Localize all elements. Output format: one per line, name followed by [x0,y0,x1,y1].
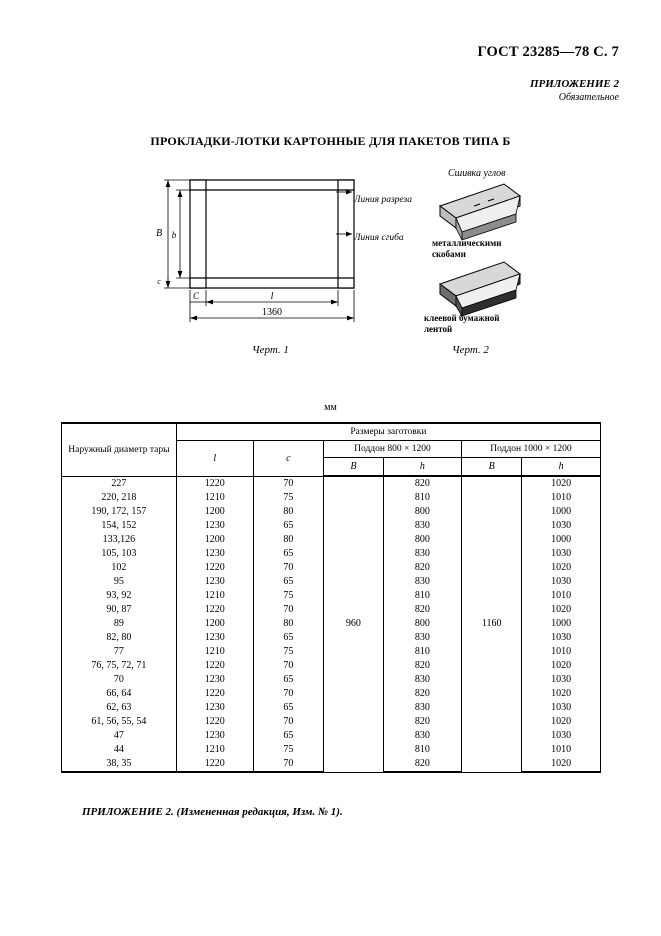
th-c: c [253,441,323,477]
cell-l: 1220 [176,561,253,575]
cell-h-800: 820 [383,715,461,729]
cell-c: 75 [253,645,323,659]
cell-h-1000: 1030 [522,547,601,561]
th-h-1000: h [522,458,601,477]
cell-h-800: 810 [383,589,461,603]
cell-l: 1220 [176,715,253,729]
corner-staples-illustration [440,184,520,240]
cell-h-800: 830 [383,519,461,533]
dimensions-table-wrapper [61,422,601,773]
cell-c: 75 [253,743,323,757]
cell-h-1000: 1020 [522,659,601,673]
figure-1-caption: Черт. 1 [252,344,289,356]
table-header-row-1 [62,423,601,441]
cell-h-800: 830 [383,701,461,715]
th-pallet-800: Поддон 800 × 1200 [323,441,461,458]
cell-l: 1220 [176,687,253,701]
cell-l: 1230 [176,673,253,687]
cell-h-800: 830 [383,673,461,687]
cell-l: 1210 [176,645,253,659]
cell-h-1000: 1010 [522,491,601,505]
cell-c: 70 [253,476,323,491]
cell-h-800: 820 [383,603,461,617]
corner-tape-illustration [440,262,520,316]
cell-h-800: 820 [383,476,461,491]
cell-h-800: 810 [383,743,461,757]
dim-B-text: B [155,228,163,239]
th-outer-diameter: Наружный диаметр тары [62,423,177,476]
cell-l: 1200 [176,533,253,547]
cell-h-1000: 1030 [522,673,601,687]
cell-outer-diameter: 154, 152 [62,519,177,533]
cell-h-800: 800 [383,505,461,519]
cell-outer-diameter: 220, 218 [62,491,177,505]
figure-2-method-1-label [432,238,501,260]
cell-outer-diameter: 44 [62,743,177,757]
cell-h-1000: 1010 [522,589,601,603]
dimensions-table [61,422,601,773]
cell-outer-diameter: 95 [62,575,177,589]
cell-h-800: 830 [383,631,461,645]
cell-h-800: 820 [383,757,461,772]
cell-c: 75 [253,491,323,505]
dim-total-text: 1360 [262,307,282,318]
cell-outer-diameter: 76, 75, 72, 71 [62,659,177,673]
cell-h-800: 800 [383,617,461,631]
cell-l: 1200 [176,505,253,519]
cell-outer-diameter: 66, 64 [62,687,177,701]
cell-h-1000: 1020 [522,603,601,617]
cell-l: 1230 [176,729,253,743]
cell-outer-diameter: 38, 35 [62,757,177,772]
dim-c-text: c [157,277,161,286]
cell-l: 1230 [176,519,253,533]
cell-l: 1230 [176,575,253,589]
cell-outer-diameter: 102 [62,561,177,575]
cell-h-1000: 1030 [522,519,601,533]
cell-c: 70 [253,561,323,575]
cell-h-1000: 1030 [522,701,601,715]
cell-h-1000: 1000 [522,533,601,547]
cell-h-800: 830 [383,575,461,589]
cell-outer-diameter: 227 [62,476,177,491]
figure-2-method-2-label [424,313,499,335]
cell-l: 1220 [176,603,253,617]
cell-outer-diameter: 62, 63 [62,701,177,715]
cell-h-800: 810 [383,491,461,505]
method-2-line-1: клеевой бумажной [424,313,500,323]
cell-c: 65 [253,673,323,687]
label-line-fold: Линия сгиба [354,233,404,243]
cell-outer-diameter: 90, 87 [62,603,177,617]
cell-c: 65 [253,729,323,743]
cell-c: 70 [253,687,323,701]
cell-c: 70 [253,715,323,729]
cell-B-800: 960 [323,476,383,772]
units-label: мм [324,402,337,413]
method-1-line-2: скобами [432,249,466,259]
cell-outer-diameter: 190, 172, 157 [62,505,177,519]
table-row [62,476,601,491]
cell-outer-diameter: 89 [62,617,177,631]
cell-h-1000: 1000 [522,617,601,631]
footnote-revision: ПРИЛОЖЕНИЕ 2. (Измененная редакция, Изм. № 1). [82,806,343,818]
th-B-1000: B [461,458,521,477]
figure-2-caption: Черт. 2 [452,344,489,356]
cell-c: 80 [253,617,323,631]
cell-outer-diameter: 133,126 [62,533,177,547]
cell-outer-diameter: 93, 92 [62,589,177,603]
cell-h-1000: 1010 [522,743,601,757]
cell-l: 1210 [176,743,253,757]
cell-h-1000: 1020 [522,687,601,701]
appendix-sublabel: Обязательное [558,92,619,103]
cell-l: 1230 [176,631,253,645]
cell-h-1000: 1020 [522,476,601,491]
cell-l: 1200 [176,617,253,631]
cell-h-1000: 1030 [522,729,601,743]
cell-c: 80 [253,505,323,519]
figure-2-title: Сшивка углов [448,168,506,179]
method-2-line-2: лентой [424,324,453,334]
table-head [62,423,601,476]
cell-h-1000: 1000 [522,505,601,519]
table-body [62,476,601,772]
cell-c: 65 [253,547,323,561]
dim-b-text: b [171,230,177,240]
label-line-cut: Линия разреза [354,195,412,205]
page-title: ПРОКЛАДКИ-ЛОТКИ КАРТОННЫЕ ДЛЯ ПАКЕТОВ ТИПА Б [150,134,511,148]
cell-h-800: 800 [383,533,461,547]
th-blank-sizes: Размеры заготовки [176,423,600,441]
cell-h-800: 820 [383,687,461,701]
cell-c: 70 [253,659,323,673]
cell-B-1000: 1160 [461,476,521,772]
cell-l: 1210 [176,589,253,603]
cell-h-1000: 1030 [522,631,601,645]
cell-l: 1210 [176,491,253,505]
cell-l: 1230 [176,701,253,715]
cell-outer-diameter: 82, 80 [62,631,177,645]
cell-h-800: 830 [383,729,461,743]
cell-h-800: 830 [383,547,461,561]
cell-c: 65 [253,631,323,645]
cell-l: 1230 [176,547,253,561]
cell-c: 70 [253,603,323,617]
figure-1-drawing [150,168,400,338]
cell-outer-diameter: 70 [62,673,177,687]
cell-outer-diameter: 61, 56, 55, 54 [62,715,177,729]
cell-l: 1220 [176,757,253,772]
cell-h-1000: 1030 [522,575,601,589]
dim-C-text: C [192,291,200,301]
th-l: l [176,441,253,477]
cell-c: 70 [253,757,323,772]
cell-h-1000: 1010 [522,645,601,659]
cell-c: 65 [253,519,323,533]
cell-c: 65 [253,701,323,715]
page-header-standard: ГОСТ 23285—78 С. 7 [477,44,619,60]
cell-h-800: 820 [383,659,461,673]
cell-h-800: 820 [383,561,461,575]
cell-h-1000: 1020 [522,715,601,729]
th-h-800: h [383,458,461,477]
cell-h-800: 810 [383,645,461,659]
th-B-800: B [323,458,383,477]
cell-outer-diameter: 47 [62,729,177,743]
method-1-line-1: металлическими [432,238,502,248]
cell-outer-diameter: 77 [62,645,177,659]
cell-l: 1220 [176,659,253,673]
cell-c: 80 [253,533,323,547]
cell-h-1000: 1020 [522,561,601,575]
th-pallet-1000: Поддон 1000 × 1200 [461,441,600,458]
cell-outer-diameter: 105, 103 [62,547,177,561]
appendix-label: ПРИЛОЖЕНИЕ 2 [529,78,619,90]
figure-1-svg [150,168,400,338]
dim-l-text: l [270,291,274,302]
cell-h-1000: 1020 [522,757,601,772]
cell-l: 1220 [176,476,253,491]
cell-c: 65 [253,575,323,589]
cell-c: 75 [253,589,323,603]
